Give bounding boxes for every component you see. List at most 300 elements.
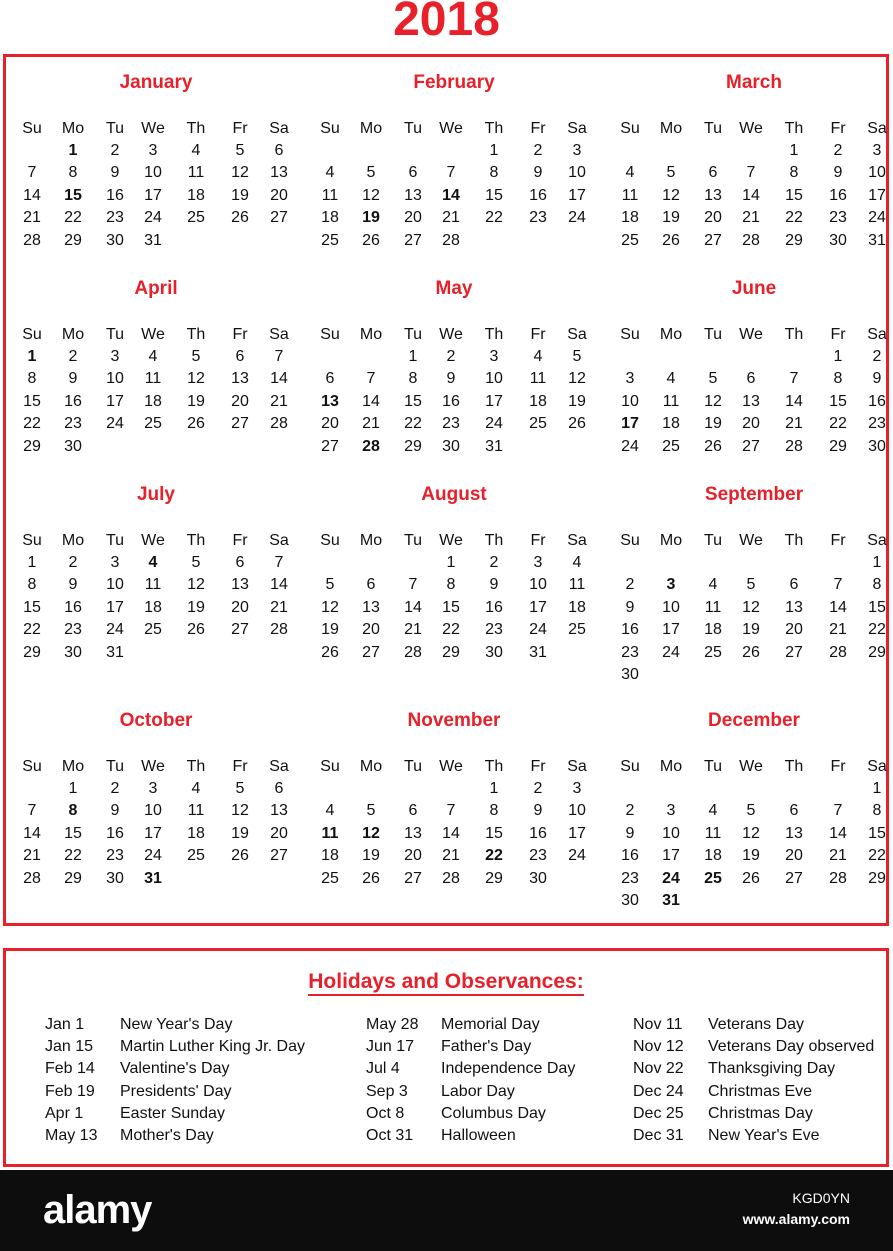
- calendar-day: 23: [621, 643, 639, 661]
- calendar-day: 28: [829, 643, 847, 661]
- calendar-day: 27: [742, 437, 760, 455]
- weekday-header: Su: [320, 326, 340, 343]
- weekday-header: Fr: [530, 532, 546, 549]
- calendar-day: 15: [64, 824, 82, 842]
- calendar-day: 24: [144, 209, 162, 227]
- weekday-header: Sa: [567, 120, 587, 137]
- month-august: [310, 469, 590, 679]
- calendar-day: 7: [833, 576, 843, 594]
- calendar-day: 19: [704, 415, 722, 433]
- calendar-day: 12: [362, 186, 380, 204]
- image-id: KGD0YN: [792, 1190, 850, 1206]
- holiday-day: 13: [321, 392, 339, 410]
- calendar-day: 16: [529, 186, 547, 204]
- calendar-day: 2: [625, 802, 635, 820]
- calendar-day: 8: [27, 370, 37, 388]
- calendar-day: 11: [321, 186, 339, 204]
- calendar-day: 9: [625, 824, 635, 842]
- calendar-day: 12: [568, 370, 586, 388]
- calendar-day: 22: [485, 209, 503, 227]
- calendar-day: 4: [572, 554, 582, 571]
- weekday-header: We: [141, 326, 165, 343]
- calendar-day: 31: [144, 231, 162, 249]
- calendar-day: 28: [742, 231, 760, 249]
- weekday-header: We: [439, 326, 463, 343]
- holiday-day: 31: [662, 892, 680, 909]
- calendar-day: 2: [533, 142, 543, 159]
- calendar-day: 13: [404, 824, 422, 842]
- holidays-panel: [3, 948, 889, 1167]
- calendar-day: 21: [23, 847, 41, 865]
- calendar-day: 30: [64, 437, 82, 455]
- calendar-day: 3: [666, 802, 676, 820]
- weekday-header: Th: [186, 120, 206, 137]
- holiday-name: Memorial Day: [441, 1016, 540, 1033]
- alamy-logo: alamy: [43, 1188, 152, 1232]
- holiday-date: Jul 4: [366, 1060, 400, 1078]
- calendar-day: 11: [144, 370, 162, 388]
- holiday-day: 24: [662, 869, 680, 887]
- calendar-day: 9: [110, 802, 120, 820]
- calendar-day: 8: [789, 164, 799, 182]
- holiday-name: Columbus Day: [441, 1104, 546, 1122]
- calendar-day: 25: [321, 231, 339, 249]
- holiday-date: Feb 19: [45, 1082, 95, 1100]
- calendar-day: 5: [746, 576, 756, 594]
- calendar-day: 4: [191, 780, 201, 797]
- calendar-day: 20: [404, 847, 422, 865]
- weekday-header: Su: [320, 120, 340, 137]
- holiday-name: Veterans Day: [708, 1016, 805, 1033]
- calendar-day: 14: [270, 576, 288, 594]
- month-name: January: [119, 72, 193, 93]
- month-name: July: [136, 484, 176, 505]
- calendar-day: 21: [270, 392, 288, 410]
- calendar-day: 9: [446, 370, 456, 388]
- calendar-frame: [3, 54, 889, 926]
- calendar-day: 8: [489, 164, 499, 182]
- weekday-header: Mo: [359, 758, 383, 775]
- calendar-day: 16: [64, 392, 82, 410]
- calendar-day: 1: [789, 142, 799, 159]
- calendar-day: 31: [868, 231, 886, 249]
- calendar-day: 5: [235, 142, 245, 159]
- calendar-day: 28: [404, 643, 422, 661]
- calendar-day: 8: [872, 802, 882, 820]
- holiday-date: Oct 31: [366, 1127, 414, 1144]
- calendar-day: 12: [321, 598, 339, 616]
- calendar-day: 21: [362, 415, 380, 433]
- calendar-day: 9: [533, 802, 543, 820]
- calendar-day: 9: [625, 598, 635, 616]
- calendar-day: 8: [833, 370, 843, 388]
- calendar-day: 20: [231, 598, 249, 616]
- calendar-day: 29: [785, 231, 803, 249]
- calendar-day: 17: [662, 847, 680, 865]
- calendar-day: 15: [23, 598, 41, 616]
- weekday-header: Th: [186, 532, 206, 549]
- month-february: [310, 57, 590, 267]
- weekday-header: Su: [22, 758, 42, 775]
- calendar-day: 7: [833, 802, 843, 820]
- calendar-day: 29: [829, 437, 847, 455]
- calendar-day: 16: [621, 847, 639, 865]
- calendar-day: 25: [621, 231, 639, 249]
- calendar-day: 10: [662, 824, 680, 842]
- month-name: April: [134, 278, 178, 299]
- calendar-day: 3: [110, 348, 120, 365]
- calendar-day: 11: [568, 576, 586, 594]
- holiday-day: 1: [68, 142, 78, 159]
- calendar-day: 13: [785, 598, 803, 616]
- calendar-day: 3: [572, 780, 582, 797]
- holiday-name: Christmas Day: [708, 1104, 813, 1122]
- weekday-header: We: [739, 758, 763, 775]
- weekday-header: Th: [784, 120, 804, 137]
- calendar-day: 2: [872, 348, 882, 365]
- month-name: May: [435, 278, 473, 299]
- month-name: October: [119, 710, 193, 731]
- calendar-day: 2: [68, 348, 78, 365]
- calendar-day: 19: [187, 598, 205, 616]
- calendar-day: 1: [872, 780, 882, 797]
- month-september: [610, 469, 890, 683]
- calendar-day: 3: [625, 370, 635, 388]
- calendar-day: 22: [868, 621, 886, 639]
- calendar-day: 7: [274, 554, 284, 571]
- calendar-day: 6: [789, 802, 799, 820]
- calendar-day: 29: [442, 643, 460, 661]
- calendar-day: 11: [187, 164, 205, 182]
- calendar-day: 12: [231, 802, 249, 820]
- calendar-day: 1: [872, 554, 882, 571]
- holiday-name: Halloween: [441, 1127, 516, 1144]
- calendar-day: 5: [366, 164, 376, 182]
- holiday-name: New Year's Eve: [708, 1127, 820, 1144]
- calendar-day: 21: [785, 415, 803, 433]
- holiday-day: 15: [64, 186, 82, 204]
- holiday-date: May 28: [366, 1016, 419, 1033]
- calendar-day: 30: [106, 231, 124, 249]
- calendar-day: 26: [187, 621, 205, 639]
- holiday-name: Valentine's Day: [120, 1060, 230, 1078]
- calendar-day: 1: [489, 780, 499, 797]
- weekday-header: Tu: [703, 532, 723, 549]
- holiday-name: Independence Day: [441, 1060, 576, 1078]
- calendar-day: 16: [621, 621, 639, 639]
- calendar-day: 26: [231, 209, 249, 227]
- weekday-header: Mo: [359, 120, 383, 137]
- calendar-day: 15: [868, 598, 886, 616]
- calendar-day: 19: [231, 186, 249, 204]
- calendar-day: 25: [144, 621, 162, 639]
- calendar-day: 30: [868, 437, 886, 455]
- calendar-day: 22: [64, 847, 82, 865]
- calendar-day: 13: [404, 186, 422, 204]
- holiday-day: 17: [621, 415, 639, 433]
- calendar-day: 9: [872, 370, 882, 388]
- weekday-header: Sa: [867, 326, 887, 343]
- month-november: [310, 695, 590, 905]
- weekday-header: We: [439, 532, 463, 549]
- calendar-day: 24: [106, 415, 124, 433]
- calendar-day: 10: [529, 576, 547, 594]
- calendar-day: 27: [785, 869, 803, 887]
- weekday-header: We: [739, 120, 763, 137]
- calendar-day: 11: [704, 598, 722, 616]
- weekday-header: Th: [186, 758, 206, 775]
- holiday-day: 4: [148, 554, 158, 571]
- calendar-day: 20: [270, 186, 288, 204]
- weekday-header: Sa: [269, 120, 289, 137]
- calendar-day: 23: [106, 847, 124, 865]
- calendar-day: 6: [235, 554, 245, 571]
- calendar-day: 4: [325, 802, 335, 820]
- holiday-date: Nov 11: [633, 1016, 683, 1033]
- calendar-day: 19: [742, 621, 760, 639]
- calendar-day: 26: [231, 847, 249, 865]
- calendar-day: 9: [68, 370, 78, 388]
- weekday-header: Tu: [703, 758, 723, 775]
- weekday-header: Mo: [359, 532, 383, 549]
- calendar-day: 5: [325, 576, 335, 594]
- calendar-day: 17: [529, 598, 547, 616]
- calendar-day: 18: [187, 186, 205, 204]
- holiday-date: Feb 14: [45, 1060, 95, 1078]
- calendar-day: 27: [321, 437, 339, 455]
- weekday-header: Sa: [567, 532, 587, 549]
- calendar-day: 7: [366, 370, 376, 388]
- month-june: [610, 263, 890, 473]
- calendar-day: 4: [666, 370, 676, 388]
- calendar-day: 7: [27, 164, 37, 182]
- holidays-heading-text: Holidays and Observances:: [308, 970, 583, 996]
- calendar-day: 21: [829, 621, 847, 639]
- calendar-day: 7: [746, 164, 756, 182]
- weekday-header: Mo: [659, 120, 683, 137]
- calendar-day: 13: [704, 186, 722, 204]
- calendar-day: 26: [362, 231, 380, 249]
- holiday-day: 19: [362, 209, 380, 227]
- month-october: [12, 695, 292, 905]
- weekday-header: We: [739, 326, 763, 343]
- weekday-header: Sa: [867, 120, 887, 137]
- calendar-day: 16: [442, 392, 460, 410]
- calendar-day: 5: [235, 780, 245, 797]
- weekday-header: We: [141, 758, 165, 775]
- weekday-header: Su: [320, 758, 340, 775]
- calendar-day: 26: [742, 869, 760, 887]
- calendar-day: 25: [662, 437, 680, 455]
- calendar-day: 30: [529, 869, 547, 887]
- calendar-day: 14: [829, 598, 847, 616]
- weekday-header: Fr: [830, 758, 846, 775]
- calendar-day: 31: [106, 643, 124, 661]
- weekday-header: Mo: [659, 532, 683, 549]
- month-name: September: [704, 484, 804, 505]
- weekday-header: Fr: [530, 120, 546, 137]
- calendar-day: 2: [533, 780, 543, 797]
- calendar-day: 30: [106, 869, 124, 887]
- calendar-day: 21: [442, 209, 460, 227]
- calendar-day: 7: [446, 802, 456, 820]
- calendar-day: 30: [829, 231, 847, 249]
- calendar-day: 27: [362, 643, 380, 661]
- calendar-day: 20: [362, 621, 380, 639]
- calendar-day: 22: [442, 621, 460, 639]
- calendar-day: 18: [144, 598, 162, 616]
- calendar-day: 21: [270, 598, 288, 616]
- calendar-day: 24: [485, 415, 503, 433]
- calendar-day: 20: [785, 847, 803, 865]
- calendar-day: 2: [833, 142, 843, 159]
- calendar-day: 10: [621, 392, 639, 410]
- calendar-day: 21: [442, 847, 460, 865]
- calendar-day: 13: [231, 370, 249, 388]
- calendar-day: 22: [64, 209, 82, 227]
- holiday-date: Nov 22: [633, 1060, 684, 1078]
- calendar-day: 24: [106, 621, 124, 639]
- calendar-day: 20: [742, 415, 760, 433]
- month-name: March: [726, 72, 782, 93]
- weekday-header: Su: [320, 532, 340, 549]
- calendar-day: 29: [23, 643, 41, 661]
- calendar-day: 6: [274, 142, 284, 159]
- weekday-header: Tu: [105, 120, 125, 137]
- weekday-header: We: [439, 758, 463, 775]
- calendar-day: 10: [662, 598, 680, 616]
- calendar-day: 1: [833, 348, 843, 365]
- holiday-date: Jan 15: [45, 1038, 94, 1056]
- calendar-day: 3: [148, 142, 158, 159]
- calendar-day: 5: [746, 802, 756, 820]
- calendar-day: 13: [270, 802, 288, 820]
- calendar-day: 2: [68, 554, 78, 571]
- calendar-day: 27: [270, 847, 288, 865]
- calendar-day: 17: [106, 598, 124, 616]
- calendar-day: 14: [23, 824, 41, 842]
- calendar-day: 16: [106, 186, 124, 204]
- holiday-day: 12: [362, 824, 380, 842]
- calendar-day: 12: [187, 370, 205, 388]
- month-july: [12, 469, 292, 679]
- holiday-day: 8: [68, 802, 78, 820]
- weekday-header: Th: [484, 120, 504, 137]
- calendar-day: 13: [785, 824, 803, 842]
- calendar-day: 25: [568, 621, 586, 639]
- holiday-date: Sep 3: [366, 1082, 408, 1100]
- weekday-header: We: [739, 532, 763, 549]
- calendar-day: 4: [533, 348, 543, 365]
- weekday-header: Tu: [403, 532, 423, 549]
- calendar-day: 4: [325, 164, 335, 182]
- calendar-day: 18: [568, 598, 586, 616]
- weekday-header: Su: [620, 758, 640, 775]
- weekday-header: Su: [620, 120, 640, 137]
- calendar-day: 14: [23, 186, 41, 204]
- calendar-day: 30: [64, 643, 82, 661]
- weekday-header: Sa: [567, 758, 587, 775]
- weekday-header: Sa: [269, 532, 289, 549]
- weekday-header: Th: [784, 326, 804, 343]
- calendar-day: 6: [746, 370, 756, 388]
- weekday-header: Mo: [61, 532, 85, 549]
- calendar-day: 26: [742, 643, 760, 661]
- calendar-day: 18: [662, 415, 680, 433]
- month-april: [12, 263, 292, 473]
- weekday-header: Th: [784, 532, 804, 549]
- calendar-day: 12: [704, 392, 722, 410]
- calendar-day: 10: [144, 802, 162, 820]
- calendar-day: 6: [235, 348, 245, 365]
- calendar-day: 9: [110, 164, 120, 182]
- calendar-day: 15: [485, 824, 503, 842]
- calendar-day: 19: [568, 392, 586, 410]
- calendar-day: 16: [485, 598, 503, 616]
- calendar-day: 1: [68, 780, 78, 797]
- calendar-day: 29: [868, 869, 886, 887]
- calendar-day: 4: [625, 164, 635, 182]
- calendar-day: 22: [785, 209, 803, 227]
- weekday-header: Sa: [269, 326, 289, 343]
- calendar-day: 15: [442, 598, 460, 616]
- calendar-day: 29: [23, 437, 41, 455]
- calendar-day: 2: [446, 348, 456, 365]
- calendar-day: 31: [529, 643, 547, 661]
- weekday-header: Fr: [232, 758, 248, 775]
- calendar-day: 27: [270, 209, 288, 227]
- calendar-day: 10: [106, 370, 124, 388]
- calendar-day: 4: [708, 576, 718, 594]
- calendar-day: 21: [23, 209, 41, 227]
- calendar-day: 21: [404, 621, 422, 639]
- calendar-day: 18: [321, 209, 339, 227]
- calendar-day: 9: [533, 164, 543, 182]
- stock-watermark-bar: [0, 1170, 893, 1251]
- calendar-day: 5: [708, 370, 718, 388]
- calendar-day: 5: [572, 348, 582, 365]
- calendar-day: 20: [704, 209, 722, 227]
- weekday-header: Su: [22, 532, 42, 549]
- calendar-day: 11: [529, 370, 547, 388]
- calendar-day: 12: [231, 164, 249, 182]
- calendar-day: 27: [404, 231, 422, 249]
- holiday-date: Dec 24: [633, 1082, 684, 1100]
- calendar-day: 10: [568, 802, 586, 820]
- calendar-day: 8: [408, 370, 418, 388]
- calendar-day: 12: [187, 576, 205, 594]
- holiday-name: Easter Sunday: [120, 1104, 225, 1122]
- calendar-day: 15: [829, 392, 847, 410]
- calendar-day: 26: [321, 643, 339, 661]
- calendar-day: 14: [742, 186, 760, 204]
- calendar-day: 16: [829, 186, 847, 204]
- weekday-header: Fr: [830, 532, 846, 549]
- holiday-date: Oct 8: [366, 1104, 405, 1122]
- month-december: [610, 695, 890, 909]
- calendar-day: 27: [404, 869, 422, 887]
- calendar-day: 27: [231, 621, 249, 639]
- calendar-day: 17: [485, 392, 503, 410]
- holiday-day: 31: [144, 869, 162, 887]
- calendar-day: 7: [27, 802, 37, 820]
- calendar-day: 22: [404, 415, 422, 433]
- calendar-day: 24: [662, 643, 680, 661]
- holiday-date: May 13: [45, 1127, 98, 1144]
- weekday-header: Mo: [61, 326, 85, 343]
- calendar-day: 12: [662, 186, 680, 204]
- calendar-day: 15: [485, 186, 503, 204]
